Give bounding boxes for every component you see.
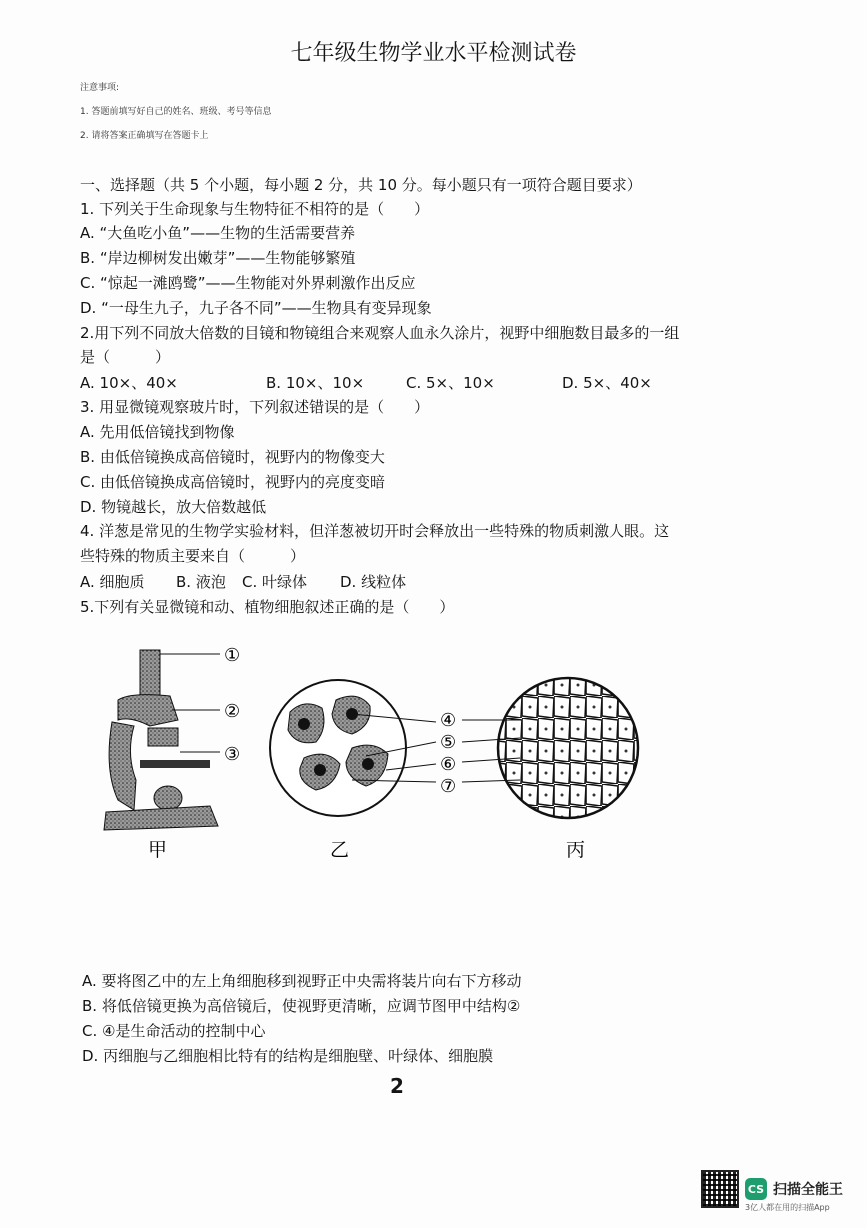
q1-option-d: D. “一母生九子，九子各不同”——生物具有变异现象 (80, 299, 432, 317)
q3-stem: 3. 用显微镜观察玻片时，下列叙述错误的是（ ） (80, 398, 430, 416)
q2-option-b: B. 10×、10× (266, 374, 365, 392)
q5-option-c: C. ④是生命活动的控制中心 (82, 1022, 266, 1040)
q1-option-c: C. “惊起一滩鸥鹭”——生物能对外界刺激作出反应 (80, 274, 416, 292)
q4-stem-line1: 4. 洋葱是常见的生物学实验材料，但洋葱被切开时会释放出一些特殊的物质刺激人眼。这 (80, 522, 670, 540)
exam-title: 七年级生物学业水平检测试卷 (290, 41, 577, 66)
qr-code-icon (701, 1170, 739, 1208)
q3-option-b: B. 由低倍镜换成高倍镜时，视野内的物像变大 (80, 448, 385, 466)
q4-option-d: D. 线粒体 (340, 573, 407, 591)
q1-option-b: B. “岸边柳树发出嫩芽”——生物能够繁殖 (80, 249, 356, 267)
q1-stem: 1. 下列关于生命现象与生物特征不相符的是（ ） (80, 200, 430, 218)
q1-option-a: A. “大鱼吃小鱼”——生物的生活需要营养 (80, 224, 356, 242)
q4-option-b: B. 液泡 (176, 573, 226, 591)
cs-logo-icon: CS (745, 1178, 767, 1200)
caption-bing: 丙 (566, 839, 586, 861)
q5-figure (90, 630, 670, 870)
q2-option-d: D. 5×、40× (562, 374, 652, 392)
q3-option-d: D. 物镜越长，放大倍数越低 (80, 498, 267, 516)
caption-jia: 甲 (148, 839, 168, 861)
q3-option-a: A. 先用低倍镜找到物像 (80, 423, 235, 441)
q2-option-a: A. 10×、40× (80, 374, 178, 392)
label-5: ⑤ (440, 732, 457, 753)
label-1: ① (224, 645, 241, 666)
label-3: ③ (224, 744, 241, 765)
section-heading: 一、选择题（共 5 个小题，每小题 2 分，共 10 分。每小题只有一项符合题目要求） (80, 176, 642, 194)
notes-heading: 注意事项: (80, 83, 120, 93)
label-7: ⑦ (440, 776, 457, 797)
q2-option-c: C. 5×、10× (406, 374, 495, 392)
q5-stem: 5.下列有关显微镜和动、植物细胞叙述正确的是（ ） (80, 598, 455, 616)
animal-cells-view (270, 680, 406, 816)
notes-item-2: 2. 请将答案正确填写在答题卡上 (80, 131, 209, 141)
q2-stem-line1: 2.用下列不同放大倍数的目镜和物镜组合来观察人血永久涂片，视野中细胞数目最多的一组 (80, 324, 680, 342)
q5-option-b: B. 将低倍镜更换为高倍镜后，使视野更清晰，应调节图甲中结构② (82, 997, 521, 1015)
q5-option-d: D. 丙细胞与乙细胞相比特有的结构是细胞壁、叶绿体、细胞膜 (82, 1047, 494, 1065)
q3-option-c: C. 由低倍镜换成高倍镜时，视野内的亮度变暗 (80, 473, 386, 491)
scanner-subtitle: 3亿人都在用的扫描App (745, 1203, 830, 1212)
q4-option-c: C. 叶绿体 (242, 573, 308, 591)
q4-stem-line2: 些特殊的物质主要来自（ ） (80, 547, 306, 565)
label-4: ④ (440, 710, 457, 731)
label-2: ② (224, 701, 241, 722)
page-number: 2 (390, 1074, 404, 1098)
q4-option-a: A. 细胞质 (80, 573, 145, 591)
q5-option-a: A. 要将图乙中的左上角细胞移到视野正中央需将装片向右下方移动 (82, 972, 522, 990)
label-6: ⑥ (440, 754, 457, 775)
caption-yi: 乙 (330, 839, 350, 861)
q2-stem-line2: 是（ ） (80, 348, 171, 366)
plant-cells-view (498, 678, 638, 818)
microscope-illustration (104, 650, 220, 830)
notes-item-1: 1. 答题前填写好自己的姓名、班级、考号等信息 (80, 107, 272, 117)
scanner-name: 扫描全能王 (773, 1182, 843, 1198)
